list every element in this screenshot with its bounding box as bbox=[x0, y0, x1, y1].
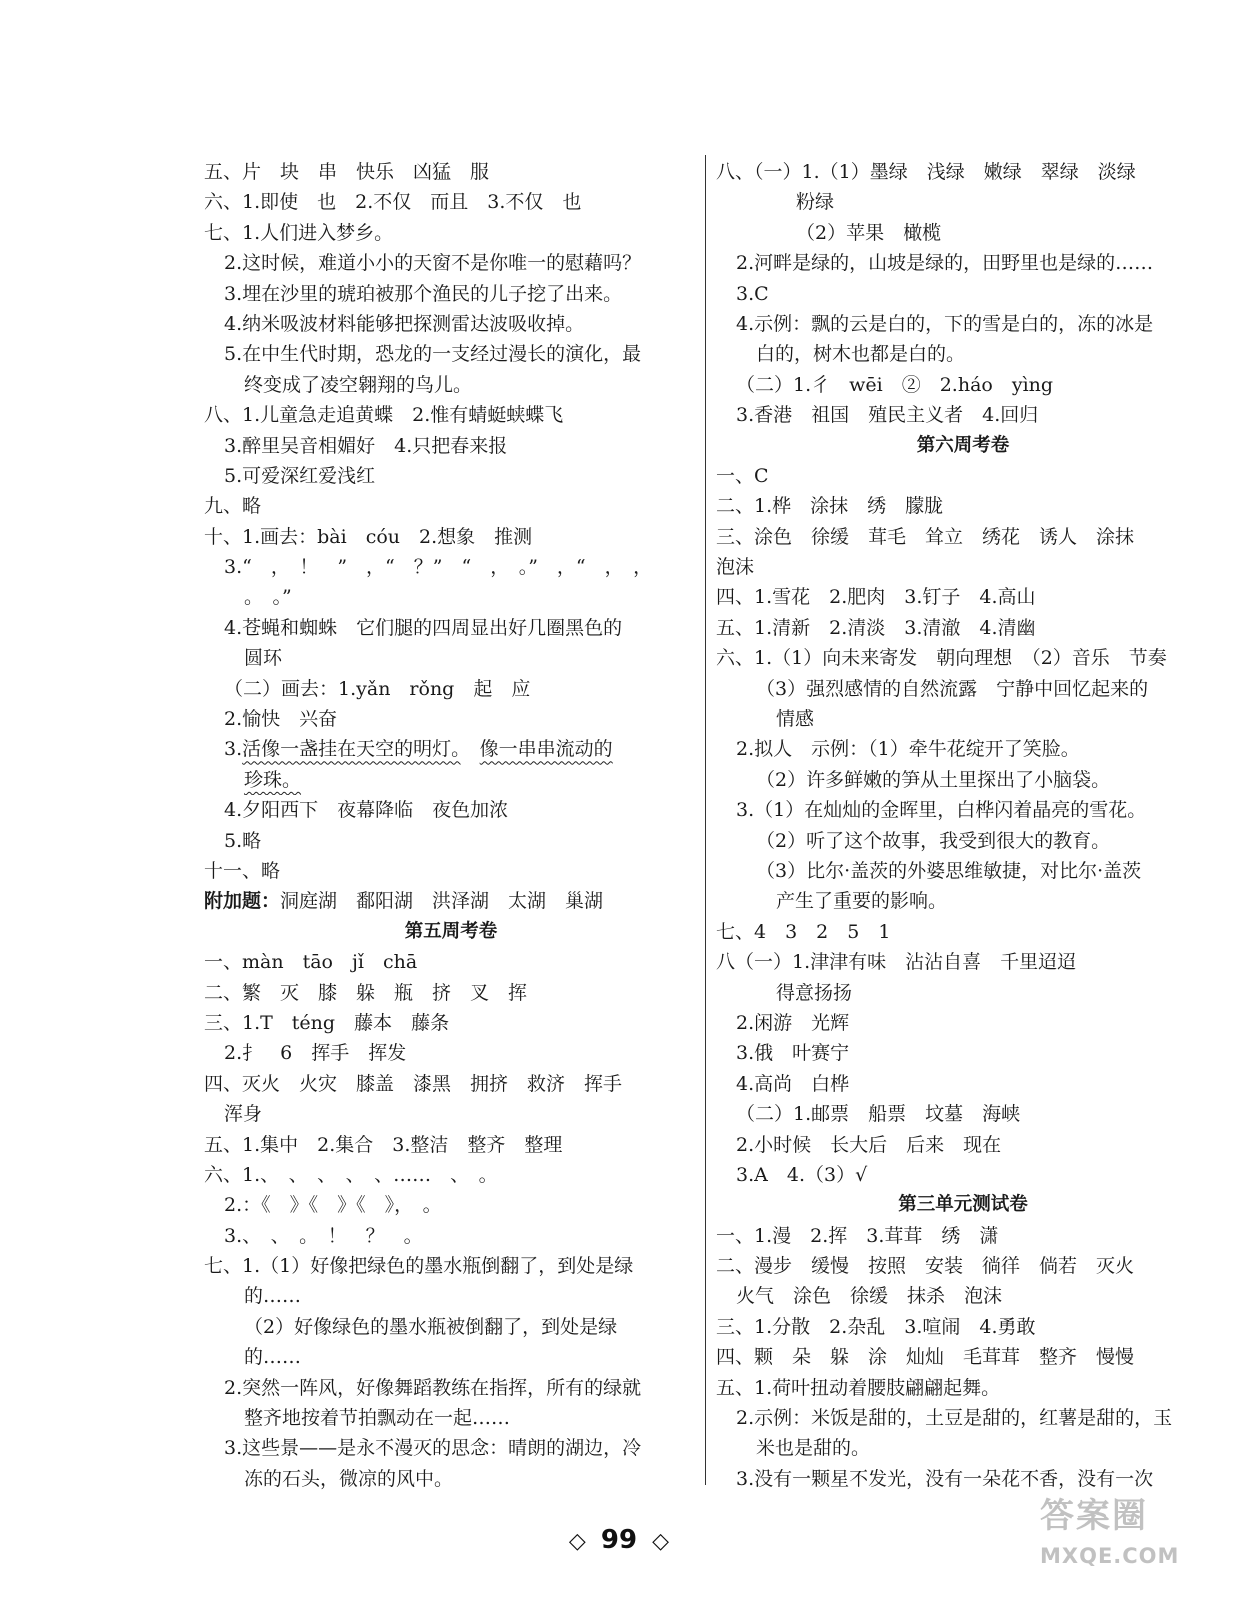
answer-text: 八、（一）1.（1）墨绿 浅绿 嫩绿 翠绿 淡绿 bbox=[716, 161, 1136, 183]
answer-line bbox=[204, 1433, 698, 1463]
answer-line bbox=[716, 1160, 1210, 1190]
page-number: 99 bbox=[600, 1525, 638, 1555]
answer-text: 情感 bbox=[776, 708, 815, 731]
watermark-url: MXQE.COM bbox=[1040, 1544, 1180, 1568]
answer-line bbox=[204, 795, 698, 825]
answer-line bbox=[716, 248, 1210, 278]
answer-line bbox=[204, 826, 698, 856]
section-heading: 第五周考卷 bbox=[404, 920, 498, 942]
answer-line bbox=[716, 491, 1210, 521]
answer-text: 冻的石头，微凉的风中。 bbox=[244, 1467, 454, 1490]
section-heading: 第三单元测试卷 bbox=[898, 1194, 1028, 1216]
underlined-answer: 像一串串流动的 bbox=[479, 738, 613, 761]
answer-line bbox=[204, 187, 698, 217]
answer-text: 2.闲游 光辉 bbox=[736, 1011, 850, 1034]
answer-line bbox=[716, 218, 1210, 248]
answer-line bbox=[204, 1190, 698, 1220]
answer-line bbox=[204, 1069, 698, 1099]
answer-text: 七、4 3 2 5 1 bbox=[716, 920, 891, 943]
answer-text: 的…… bbox=[244, 1285, 302, 1308]
answer-text: 十、1.画去：bài cóu 2.想象 推测 bbox=[204, 525, 533, 548]
answer-line bbox=[716, 1130, 1210, 1160]
answer-text: 八、1.儿童急走追黄蝶 2.惟有蜻蜓蛱蝶飞 bbox=[204, 404, 564, 427]
column-divider bbox=[705, 155, 706, 1485]
answer-text: （3）比尔·盖茨的外婆思维敏捷，对比尔·盖茨 bbox=[756, 859, 1142, 882]
answer-line bbox=[716, 1221, 1210, 1251]
answer-text: 九、略 bbox=[204, 495, 262, 518]
diamond-icon: ◇ bbox=[568, 1529, 586, 1554]
answer-line bbox=[716, 1433, 1210, 1463]
answer-text: （2）好像绿色的墨水瓶被倒翻了，到处是绿 bbox=[244, 1315, 618, 1338]
answer-line bbox=[716, 1099, 1210, 1129]
bonus-label: 附加题： bbox=[204, 890, 281, 913]
answer-line bbox=[204, 856, 698, 886]
answer-text: 的…… bbox=[244, 1346, 302, 1369]
answer-line bbox=[716, 279, 1210, 309]
answer-text: 3.这些景——是永不漫灭的思念：晴朗的湖边，冷 bbox=[224, 1437, 642, 1460]
answer-text: 2.河畔是绿的，山坡是绿的，田野里也是绿的…… bbox=[736, 252, 1154, 275]
answer-text: 5.在中生代时期，恐龙的一支经过漫长的演化，最 bbox=[224, 343, 642, 366]
answer-text: 3.A 4.（3）√ bbox=[736, 1163, 868, 1186]
answer-line bbox=[204, 1464, 698, 1494]
answer-text: 二、繁 灭 膝 躲 瓶 挤 叉 挥 bbox=[204, 981, 528, 1004]
answer-line bbox=[716, 1038, 1210, 1068]
answer-line bbox=[204, 522, 698, 552]
answer-line bbox=[716, 947, 1210, 977]
answer-text: 终变成了凌空翱翔的鸟儿。 bbox=[244, 373, 473, 396]
answer-line bbox=[204, 1312, 698, 1342]
answer-text: 4.苍蝇和蜘蛛 它们腿的四周显出好几圈黑色的 bbox=[224, 616, 623, 639]
answer-text: 3.、 、 。 ！ ？ 。 bbox=[224, 1224, 423, 1247]
answer-line bbox=[204, 248, 698, 278]
answer-text: 3.“ ， ！ ” ，“ ？” “ ， 。” ，“ ， ， bbox=[224, 556, 653, 579]
answer-line bbox=[716, 674, 1210, 704]
answer-text: 2.示例：米饭是甜的，土豆是甜的，红薯是甜的，玉 bbox=[736, 1407, 1173, 1430]
answer-text: （2）苹果 橄榄 bbox=[796, 221, 942, 244]
answer-text: 2.：《 》《 》《 》， 。 bbox=[224, 1194, 442, 1217]
answer-line bbox=[716, 157, 1210, 187]
answer-text: 五、片 块 串 快乐 凶猛 服 bbox=[204, 161, 490, 183]
answer-line bbox=[716, 370, 1210, 400]
answer-text: 十一、略 bbox=[204, 859, 281, 882]
answer-line bbox=[204, 400, 698, 430]
answer-line bbox=[716, 1251, 1210, 1281]
answer-text: 二、1.桦 涂抹 绣 朦胧 bbox=[716, 495, 944, 518]
answer-text: 五、1.清新 2.清淡 3.清澈 4.清幽 bbox=[716, 616, 1036, 639]
answer-text: 3. bbox=[224, 738, 243, 761]
answer-text: 整齐地按着节拍飘动在一起…… bbox=[244, 1407, 511, 1430]
answer-text: 2.愉快 兴奋 bbox=[224, 708, 338, 731]
answer-text: （3）强烈感情的自然流露 宁静中回忆起来的 bbox=[756, 677, 1149, 700]
answer-line bbox=[716, 1281, 1210, 1311]
answer-line bbox=[716, 978, 1210, 1008]
answer-line bbox=[204, 643, 698, 673]
answer-text: 3.醉里吴音相媚好 4.只把春来报 bbox=[224, 434, 508, 457]
answer-line bbox=[716, 856, 1210, 886]
answer-text: 4.纳米吸波材料能够把探测雷达波吸收掉。 bbox=[224, 312, 585, 335]
answer-text: 2.拟人 示例：（1）牵牛花绽开了笑脸。 bbox=[736, 738, 1080, 761]
answer-line bbox=[716, 461, 1210, 491]
answer-line bbox=[716, 795, 1210, 825]
answer-text: 3.香港 祖国 殖民主义者 4.回归 bbox=[736, 404, 1039, 427]
underlined-answer: 活像一盏挂在天空的明灯。 bbox=[242, 738, 461, 761]
answer-text: 七、1.（1）好像把绿色的墨水瓶倒翻了，到处是绿 bbox=[204, 1255, 634, 1278]
answer-line bbox=[204, 1221, 698, 1251]
answer-line bbox=[716, 886, 1210, 916]
answer-text: 3.（1）在灿灿的金晖里，白桦闪着晶亮的雪花。 bbox=[736, 799, 1147, 822]
right-column bbox=[716, 157, 1210, 1494]
answer-text: （二）画去：1.yǎn rǒng 起 应 bbox=[224, 677, 531, 700]
answer-line bbox=[716, 1312, 1210, 1342]
answer-text: 。 。” bbox=[244, 586, 292, 609]
answer-text: 圆环 bbox=[244, 647, 283, 670]
answer-line bbox=[716, 339, 1210, 369]
answer-line bbox=[204, 1008, 698, 1038]
answer-line bbox=[204, 1342, 698, 1372]
answer-text: 五、1.集中 2.集合 3.整洁 整齐 整理 bbox=[204, 1133, 563, 1156]
answer-text: 4.高尚 白桦 bbox=[736, 1072, 850, 1095]
answer-line bbox=[716, 522, 1210, 552]
answer-line bbox=[204, 704, 698, 734]
answer-line bbox=[204, 339, 698, 369]
answer-text: （二）1.彳 wēi ② 2.háo yìng bbox=[736, 373, 1054, 396]
answer-text: 白的，树木也都是白的。 bbox=[756, 343, 966, 366]
answer-line bbox=[716, 734, 1210, 764]
answer-line bbox=[204, 1099, 698, 1129]
answer-text: 三、涂色 徐缓 茸毛 耸立 绣花 诱人 涂抹 bbox=[716, 525, 1135, 548]
answer-line bbox=[716, 1403, 1210, 1433]
answer-text: 一、1.漫 2.挥 3.茸茸 绣 潇 bbox=[716, 1224, 999, 1247]
answer-line bbox=[716, 917, 1210, 947]
answer-line bbox=[204, 218, 698, 248]
answer-line bbox=[716, 187, 1210, 217]
answer-text: 四、灭火 火灾 膝盖 漆黑 拥挤 救济 挥手 bbox=[204, 1072, 623, 1095]
answer-line bbox=[716, 309, 1210, 339]
answer-line bbox=[716, 643, 1210, 673]
answer-line bbox=[716, 552, 1210, 582]
answer-line bbox=[204, 279, 698, 309]
section-heading: 第六周考卷 bbox=[916, 434, 1010, 456]
answer-line bbox=[204, 886, 698, 916]
answer-text: 六、1.、 、 、 、 、…… 、 。 bbox=[204, 1163, 498, 1186]
answer-line bbox=[204, 309, 698, 339]
answer-line bbox=[204, 461, 698, 491]
answer-line bbox=[204, 734, 698, 764]
answer-line bbox=[204, 1403, 698, 1433]
left-column bbox=[204, 157, 698, 1494]
answer-line bbox=[716, 1008, 1210, 1038]
answer-text: 5.略 bbox=[224, 829, 262, 852]
answer-line bbox=[204, 1281, 698, 1311]
answer-text: 4.示例：飘的云是白的，下的雪是白的，冻的冰是 bbox=[736, 312, 1154, 335]
answer-line bbox=[716, 826, 1210, 856]
answer-text: 六、1.即使 也 2.不仅 而且 3.不仅 也 bbox=[204, 191, 582, 214]
answer-text: 5.可爱深红爱浅红 bbox=[224, 464, 376, 487]
answer-text: 四、1.雪花 2.肥肉 3.钉子 4.高山 bbox=[716, 586, 1036, 609]
answer-text: 八（一）1.津津有味 沾沾自喜 千里迢迢 bbox=[716, 951, 1077, 974]
answer-line bbox=[716, 1373, 1210, 1403]
answer-text: 洞庭湖 鄱阳湖 洪泽湖 太湖 巢湖 bbox=[280, 890, 604, 913]
answer-text: 2.小时候 长大后 后来 现在 bbox=[736, 1133, 1002, 1156]
answer-text: 三、1.T téng 藤本 藤条 bbox=[204, 1011, 450, 1034]
answer-text: 3.C bbox=[736, 282, 769, 305]
answer-line bbox=[204, 370, 698, 400]
watermark-text: 答案圈 bbox=[1040, 1496, 1148, 1536]
answer-text: 3.埋在沙里的琥珀被那个渔民的儿子挖了出来。 bbox=[224, 282, 623, 305]
answer-line bbox=[716, 704, 1210, 734]
answer-line bbox=[204, 491, 698, 521]
answer-text: 2.扌 6 挥手 挥发 bbox=[224, 1042, 407, 1065]
answer-text: 五、1.荷叶扭动着腰肢翩翩起舞。 bbox=[716, 1376, 1001, 1399]
answer-text: 七、1.人们进入梦乡。 bbox=[204, 221, 394, 244]
diamond-icon: ◇ bbox=[652, 1529, 670, 1554]
answer-text: 火气 涂色 徐缓 抹杀 泡沫 bbox=[736, 1285, 1003, 1308]
answer-text: （2）许多鲜嫩的笋从土里探出了小脑袋。 bbox=[756, 768, 1111, 791]
answer-text: （2）听了这个故事，我受到很大的教育。 bbox=[756, 829, 1111, 852]
answer-line bbox=[716, 400, 1210, 430]
answer-text: 2.这时候，难道小小的天窗不是你唯一的慰藉吗？ bbox=[224, 252, 642, 275]
answer-text: 一、C bbox=[716, 464, 769, 487]
answer-spacer bbox=[461, 738, 480, 760]
answer-line bbox=[204, 613, 698, 643]
answer-text: 四、颗 朵 躲 涂 灿灿 毛茸茸 整齐 慢慢 bbox=[716, 1346, 1135, 1369]
answer-line bbox=[204, 582, 698, 612]
answer-line bbox=[204, 674, 698, 704]
answer-line bbox=[716, 582, 1210, 612]
answer-line bbox=[204, 552, 698, 582]
answer-text: 4.夕阳西下 夜幕降临 夜色加浓 bbox=[224, 799, 509, 822]
answer-line bbox=[716, 613, 1210, 643]
answer-text: 一、màn tāo jǐ chā bbox=[204, 951, 418, 974]
answer-line bbox=[204, 947, 698, 977]
answer-text: 三、1.分散 2.杂乱 3.喧闹 4.勇敢 bbox=[716, 1315, 1036, 1338]
answer-text: 粉绿 bbox=[796, 191, 835, 214]
answer-line bbox=[204, 1251, 698, 1281]
underlined-answer: 珍珠。 bbox=[244, 768, 302, 791]
answer-line bbox=[204, 1038, 698, 1068]
answer-line bbox=[204, 1130, 698, 1160]
answer-line bbox=[716, 765, 1210, 795]
answer-line bbox=[204, 431, 698, 461]
answer-text: 六、1.（1）向未来寄发 朝向理想 （2）音乐 节奏 bbox=[716, 647, 1167, 670]
answer-line bbox=[204, 1373, 698, 1403]
answer-text: 3.没有一颗星不发光，没有一朵花不香，没有一次 bbox=[736, 1467, 1154, 1490]
answer-text: 二、漫步 缓慢 按照 安装 徜徉 倘若 灭火 bbox=[716, 1255, 1135, 1278]
watermark-logo bbox=[1028, 1488, 1218, 1588]
answer-line bbox=[716, 1342, 1210, 1372]
answer-line bbox=[204, 978, 698, 1008]
answer-text: 米也是甜的。 bbox=[756, 1437, 871, 1460]
answer-text: 得意扬扬 bbox=[776, 981, 853, 1004]
answer-text: 泡沫 bbox=[716, 556, 755, 579]
answer-line bbox=[204, 157, 698, 187]
answer-text: （二）1.邮票 船票 坟墓 海峡 bbox=[736, 1103, 1021, 1126]
answer-text: 3.俄 叶赛宁 bbox=[736, 1042, 850, 1065]
answer-line bbox=[204, 1160, 698, 1190]
answer-text: 产生了重要的影响。 bbox=[776, 890, 948, 913]
answer-text: 浑身 bbox=[224, 1103, 263, 1126]
answer-line bbox=[716, 1069, 1210, 1099]
answer-line bbox=[204, 765, 698, 795]
answer-text: 2.突然一阵风，好像舞蹈教练在指挥，所有的绿就 bbox=[224, 1376, 642, 1399]
